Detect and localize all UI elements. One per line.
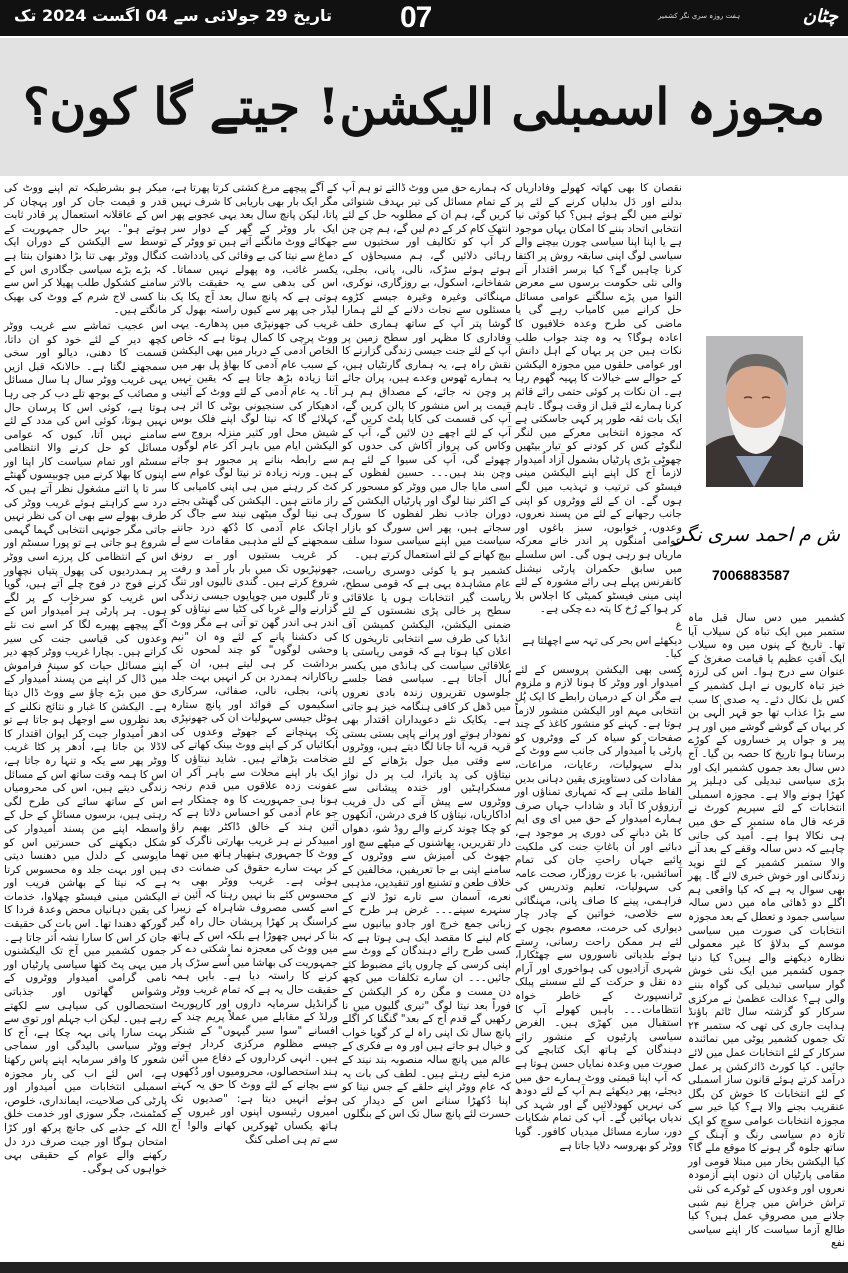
page-footer-bar [0, 1262, 848, 1273]
page-header-bar [0, 0, 848, 36]
masthead-name: چٹان [802, 6, 838, 27]
article-column-1 [688, 612, 845, 1253]
paragraph: کشمیر ہو یا کوئی دوسری ریاست، عام مشاہدہ یہی ہے کہ قومی سطح، ریاست گیر انتخابات ہوں یا علاقائی سطح پر خالی پڑی نشستوں کے لئے ضمنی الیکشن، الیکشن کمیشن آف انڈیا کی طرف سے انتخابی تاریخوں کا اعلان کیا ہوتا ہے کہ قومی ریاستی یا علاقائی سیاست کی ہانڈی میں یکسر اُبال آجاتا ہے۔ سیاسی فضا جلسے جلوسوں تقریروں زندہ بادی نعروں میں ڈھل کر کافی ہنگامہ خیز ہو جاتی ہے۔ یکایک نئے دعویداران اقتدار بھی نمودار ہوتے اور پرانے پاپی بستی بستی قریہ قریہ آنا جانا لگا دیتے ہیں، ووٹروں سے وقتی میل جول بڑھانے کے لئے نیتاؤں کی پد یاترا، لب پر دل نواز مسکراہٹیں اور خندہ پیشانی سے ووٹروں سے پیش آنے کی دل فریب اداکاریاں، نیتاؤں کا فری درشن، آنکھوں کو چکا چوند کرنے والے روڈ شو، دھواں دار تقریریں، بھاشنوں کے میٹھے سچ اور جھوٹ کی آمیزش سے ووٹروں کے سامنے اپنی بے جا تعریفیں، مخالفین کے خلاف طعن و تشنیع اور تنقیدیں، مذہبی نعرے، آسمان سے تارے توڑ لانے کے سنہرے سپنے۔۔۔ غرض ہر طرح کے زبانی جمع خرچ اور جادو بیانیوں سے کام لینے کا مقصد ایک ہی ہوتا ہے کہ کسی طرح رائے دہندگان کے ووٹ سے اپنی کرسی کے چاروں پائے مضبوط کئے جائیں۔۔۔ ان سارے تکلفات میں کچھ دن مست و مگن رہ کر الیکشن کے فوراً بعد نیتا لوگ "تیری گلیوں میں نا رکھیں گے قدم آج کے بعد" گنگنا کر اگلے پانچ سال تک اپنی راہ لے کر گویا خواب و خیال ہو جاتے ہیں اور وہ بے فکری کے عالم میں پانچ سالہ منصوبہ بند نیند کے مزے لیتے رہتے ہیں۔ لطف کی بات یہ کہ عام ووٹر اپنے حلقے کے جس نیتا کو اپنا دُکھڑا سنانے اس کے دیدار کی حسرت لئے پانچ سال تک اس کے بنگلوں [342, 564, 511, 1121]
article-column-2 [515, 182, 682, 1155]
paragraph: میکر ہو بشرطیکہ تم اپنے ووٹ کی قدر و قیمت جان کر اور پہچان کر اس کے عاقلانہ استعمال پر قادر ثابت ہوتے ہو"۔ بہر حال جمہوریت کے توسط سے الیکشن کے دوران ایک کنگال ووٹر بھی تنا بڑا دھنوان بنتا ہے کہ بڑے بڑے سیاسی جگادری اس کے سامنے کشکول طلب پھیلا کر اس سے بنا کسی لاج شرم کے ووٹ کی بھیک مانگتے ہیں۔ [4, 182, 167, 317]
paragraph: کے آگے پیچھے مرغ کشتی کرتا پھرتا ہے، مگر ایک بار بھی باریابی کا شرف نہیں پاتا، لیکن پانچ سال بعد یہی عجوبے پھر ایک بار ووٹر کے گھر کے دوار سر جھکائے ووٹ مانگنے آتے ہیں تو ووٹر کے دماغ سے نیتا کی بے وفائی کی یادداشت یکسر غائب، وہ پھولے نہیں سماتا۔ اس کی بدھی سے یہ حقیقت بالاتر ہوتی ہے کہ پانچ سال بعد آج یکا یک لیڈر جی پھر سے کیوں راستہ بھول کر غریب کی جھونپڑی میں پدھارے۔ یہی ووٹ پرچی کا کمال ہوتا ہے کہ خاص الخاص آدمی کے دربار میں بھی الیکشن کے سبب عام آدمی کا بھاؤ پل بھر میں اتنا زیادہ بڑھ جاتا ہے کہ یقین نہیں آتا۔ یہ عام آدمی کے لئے ووٹ کے آئینی ادھیکار کی سنجیونی بوٹی کا اثر ہی کہلائے گا کہ نیتا لوگ اپنے فلک بوس شیش محل اور کثیر منزلہ بروج سے الیکشن ایام میں باہر آکر عام لوگوں سے رابطہ بنانے پر مجبور ہو جاتے ہیں۔ ورنہ زیادہ تر نیتا لوگ عوام سے کٹ کر رہنے میں ہی اپنی کامیابی کا راز مانتے ہیں۔ الیکشن کی گھنٹی بجتے ہی نیتا لوگ میٹھی نیند سے جاگ کر اچانک عام آدمی کا دُکھ درد جاننے سمجھنے کے لئے مذہبی مقامات سے لے کر غریب بستیوں اور بے رونق جھونپڑیوں تک میں بار بار آمد و رفت شروع کرتے ہیں۔ گندی نالیوں اور تنگ و تار گلیوں میں چوپایوں جیسی زندگی گزارنے والے غربا کی کٹیا سے نیتاؤں کو اندر ہی اندر گھن تو آتی ہے مگر ووٹ کی دکشنا پانے کے لئے وہ ان "نیم وحشی لوگوں" کو چند لمحوں تک برداشت کر ہی لیتے ہیں، ان کے ریاکارانہ ہمدرد بن کر انہیں بہت جلد پانی، بجلی، نالی، صفائی، سرکاری اسکیموں کے فوائد اور پانچ ستارہ ہوٹل جیسی سہولیات ان کی جھونپڑی تک پہنچانے کے جھوٹے وعدوں کی اُبکائیاں کر کے اپنے ووٹ بینک کھاتے کی ضخامت بڑھاتے ہیں۔ شاید نیتاؤں کا ایک بار اپنے محلات سے باہر آکر ان عفونت زدہ علاقوں میں قدم رنجہ ہونا ہی جمہوریت کا وہ چمتکار ہے جو عام آدمی کو احساس دلاتا ہے کہ آئین ہند کے خالق ڈاکٹر بھیم راؤ امبیدکر نے ہر غریب بھارتی ناگرک کو ووٹ کا جمہوری ہتھیار ہاتھ میں تھما کر بہت سارے حقوق کی ضمانت دی ہوئی ہے۔ غریب ووٹر بھی یہ محسوس کئے بنا نہیں رہتا کہ آئین نے اسے کسی مصروف شاہراہ کے زیبرا کراسنگ پر کھڑا پریشان حال راہ گیر بنا کر نہیں چھوڑا ہے بلکہ اس کے ہاتھ میں ووٹ کی معجزہ نما شکتی دے کر جمہوریت کی بھاشا میں اُسے سڑک پار کرنے کا راستہ دیا ہے۔ بایں ہمہ حقیقت حال یہ ہے کہ تمام غریب ووٹر گرانڈیل سرمایہ داروں اور کارپوریٹ ورلڈ کے مقابلے میں عملاً پریم چند کے افسانے "سوا سیر گیہوں" کے شنکر جیسے مظلوم مرکزی کردار ہوتے ہیں۔ انہی کرداروں کے دفاع میں آئین ہند استحصالوں، محرومیوں اور دُکھوں سے بچانے کے لئے ووٹ کا حق یہ کہتے ہوئے انہیں دیتا ہے: "صدیوں تک امیروں رئیسوں اپنوں اور غیروں کے ہاتھ یکساں ٹھوکریں کھانے والو! آج سے تم ہی اصلی کنگ [171, 182, 338, 1146]
verse-marker: ع [675, 619, 682, 631]
verse-line: دیکھئے اس بحر کی تہہ سے اچھلتا ہے کیا۔ [522, 634, 682, 661]
author-byline: ش م احمد سری نگر [675, 524, 840, 546]
paragraph: اس عجیب تماشے سے غریب ووٹر کچھ دیر کے لئے خود کو ان داتا، قسمت کا دھنی، دیالو اور سخی سمجھنے لگتا ہے۔ حالانکہ قبل ازیں یہی غریب ووٹر سال ہا سال مسائل و مصائب کے بوجھ تلے دب کر جی رہا ہوتا ہے، کوئی اس کا پرسان حال نہیں ہوتا، کوئی اس کی مدد کے لئے سامنے نہیں آتا، کیوں کہ عوامی مسائل کو حل کرنے والا انتظامی سسٹم اور تمام سیاست کار اپنا اور اپنوں کا بھلا کرنے میں چوبیسوں گھنٹے سر تا پا اتنے مشغول نظر آتے ہیں کہ درد سے کراہتے ہوئے غریب ووٹر کی طرف بھولے سے بھی ان کی نظر نہیں جاتی مگر جونہی انتخابی گہما گہمی شروع ہو جاتی ہے تو پورا سسٹم اور اس کے انتظامی کل پرزے اسی ووٹر پر ہمدردیوں کی پھول پتیاں نچھاور کرنے فوج در فوج چلے آتے ہیں، گویا اس غریب کو سرخاب کے پر لگے ہوں۔ ہر پارٹی ہر اُمیدوار اس کے آگے پیچھے پھیرے لگا کر اسے نت نئے وعدوں کی قیاسی جنت کی سیر کراتے ہیں۔ بچارا غریب ووٹر کچھ دیر اپنے مسائل حیات کو سینۂ فراموش میں ڈال کر اپنے من پسند اُمیدوار کے حق میں بڑے چاؤ سے ووٹ ڈال دیتا ہے۔ الیکشن کا غبار و نتائج نکلنے کے بعد نظروں سے اوجھل ہو جاتا ہے تو ادھر اُمیدوار جیت کر ایوان اقتدار کا لاڈلا بن جاتا ہے، اُدھر پر کٹا غریب ووٹر پھر سے یکہ و تنہا رہ جاتا ہے، اس کا ہمہ وقت ساتھ اس کے مسائل زندگی دیتے ہیں، اس کی محرومیاں اس کے ساتھ سائے کی طرح لگی رہتی ہیں، برسوں مسائل کے حل کے واسطہ اپنے من پسند اُمیدوار کی شکل دیکھنے کی حسرتیں اس کو مایوسی کے دلدل میں دھنسا دیتی ہیں اور بہت جلد وہ محسوس کرتا ہے کہ نیتا کے بھاشن فریب اور الیکشن مینی فیسٹو چھلاوا، خدمات کی یقین دہانیاں محض وعدۂ فردا کا گورکھ دھندا تھا۔ اس بات کی حقیقت جان کر اس کا سارا نشہ اُتر جاتا ہے۔ جموں کشمیر میں آج تک الیکشنوں میں یہی پٹ کتھا سیاسی پارٹیاں اور نامی گرامی اُمیدوار ووٹروں کے وشواس گھاتوں اور جذباتی استحصالوں کی سیاہی سے لکھتے رہے ہیں۔ لیکن اب جہلم اور توی سے بہت سارا پانی بہہ چکا ہے، آج کا ووٹر سیاسی بالیدگی اور سماجی شعور کا وافر سرمایہ اپنے پاس رکھتا ہے، اس لئے اب کی بار مجوزہ اسمبلی انتخابات میں اُمیدوار اور پارٹی کی صلاحیت، ایمانداری، خلوص، کمٹمنٹ، جگر سوزی اور خدمت خلق اللہ کے جذبے کی جانچ پرکھ اور کڑا امتحان ہوگا اور جیت صرف درد دل رکھنے والے عوام کے حقیقی بہی خواہوں کی ہوگی۔ [4, 319, 167, 1175]
headline-band [0, 38, 848, 176]
paragraph: کسی بھی الیکشن پروسس کے لئے اُمیدوار اور ووٹر کا ہونا لازم و ملزوم ہے مگر ان کے درمیان رابطے کا ایک پُل انتخابی مہم اور الیکشن منشور لازماً ہوتا ہے۔ کہنے کو منشور کاغذ کے چند صفحات کو سیاہ کر کے ووٹروں کو پارٹی یا اُمیدوار کی جانب سے ووٹ کے بدلے سہولیات، رعایات، مراعات، مفادات کی دستاویزی یقین دہانی بدیں الفاظ ملتی ہے کہ تمہاری تمناؤں اور آرزوؤں کا آباد و شاداب جہاں صرف ہمارے اُمیدوار کے حق میں ای وی ایم کا بٹن دبانے کی دوری پر موجود ہے، دبائیے اور اُن باغاتِ جنت کی ملکیت پائیے جہاں راحتِ جان کی تمام آسائشیں، با عزت روزگار، صحت عامہ کی سہولیات، تعلیم وتدریس کی فراہمی، پینے کا صاف پانی، مہنگائی سے خلاصی، خواتین کے چادر چار دیواری کی حرمت، معصوم بچوں کے لئے ہر ممکن راحت رسانی، رِستے ہوئے بلدیاتی ناسوروں سے چھٹکارا، شہری آزادیوں کی ہواخوری اور آرام دہ نقل و حرکت کے لئے سستے پبلک ٹرانسپورٹ کے خاطر خواہ انتظامات۔۔۔ باہیں کھولے آپ کا استقبال میں کھڑی ہیں۔ الغرض سیاسی پارٹیوں کے منشور رائے دہندگان کے ہاتھ ایک کتابچے کی صورت میں وعدہ نمایاں حسن ہوتا ہے کہ آپ اپنا قیمتی ووٹ ہمارے حق میں دیجئے، پھر دیکھئے ہم آپ کے لئے دودھ کی نہریں کھودلائیں گے اور شہد کی ندیاں بہائیں گے۔ آپ کی تمام شکایات دور، سارے مسائل میدیاں کافور۔ گویا ووٹر کو بھروسہ دلایا جاتا ہے [515, 663, 682, 1152]
article-headline: مجوزہ اسمبلی الیکشن! جیتے گا کون؟ [22, 77, 826, 136]
article-column-4 [171, 182, 338, 1149]
masthead-tagline: ہفت روزہ سری نگر کشمیر [658, 12, 741, 20]
issue-date: تاریخ 29 جولائی سے 04 اگست 2024 تک [14, 6, 333, 25]
paragraph: نقصان کا بھی کھاتہ کھولے وفاداریاں بدلنے اور دَل بدلیاں کرنے کے لئے پر تولنے میں لگے ہوئے ہیں؟ کیا کوئی نیا انتخابی اتحاد بننے کا امکان یہاں موجود ہے یا اپنا اپنا سیاسی چورن بیچنے والے سیاسی لوگ اپنی سابقہ روش پر اکتفا کرنا چاہیں گے؟ کیا برسر اقتدار آنے والی نئی حکومت برسوں سے معرض التوا میں پڑے سلگتے عوامی مسائل حل کرانے میں کامیاب رہے گی یا ماضی کی طرح وعدہ خلافیوں کا اعادہ ہوگا؟ یہ وہ چند جواب طلب نکات ہیں جن پر یہاں کے اہل دانش اور عوامی حلقوں میں مجوزہ الیکشن کے حوالے سے خیالات کا پہیہ گھوم رہا ہے۔ ان نکات پر کوئی حتمی رائے قائم کرنا ہمارے لئے قبل از وقت ہوگا۔ تاہم ایک بات ثقہ طور پر کہی جاسکتی ہے کہ مجوزہ انتخابی معرکے میں لنگر لنگوٹے کس کر کودنے کو تیار بیٹھیں چھوٹی بڑی پارٹیاں بشمول آزاد اُمیدوار لازماً آج کل اپنے اپنے الیکشن مینی فیسٹو کی ترتیب و تہذیب میں لگے ہوں گے۔ ان کے لئے ووٹروں کو اپنی جانب رجھانے کے لئے من پسند نعروں، وعدوں، خوابوں، سبز باغوں اور عوامی اُمنگوں پر اندر خانے معرکہ ماریاں ہو رہی ہوں گی۔ اس سلسلے میں سابق حکمران پارٹی نیشنل کانفرنس پہلے ہی رائے مشورہ کے لئے اپنی مینی فیسٹو کمیٹی کا اجلاس بلا کر ہوا کے رُخ کا پتہ دے چکی ہے۔ [515, 182, 682, 616]
author-phone: 7006883587 [712, 567, 790, 583]
article-column-3 [342, 182, 511, 1124]
page-number: 07 [400, 1, 432, 34]
paragraph: کہ ہمارے حق میں ووٹ ڈالتے تو ہم آپ کے تمام مسائل کی تیر بہدف شنوائی کریں گے، ہم ان کے مطلوبہ حل کے لئے انتھک کام کر کے دم لیں گے، ہم چن چن کر آپ کو تکالیف اور سختیوں سے رہائی دلائیں گے، ہم مسیحاؤں کے ہوتے ہوئے سڑک، نالی، پانی، بجلی، شفاخانے، اسکول، بے روزگاری، نوکری، مہنگائی وغیرہ وغیرہ جیسے کڑوے مسئلوں سے نجات دلانے کے لئے ہمارا گوشا پتر آپ کے ساتھ ہماری حلف وفاداری کا مظہر اور سطح زمین پر آپ کے لئے جنت جیسی زندگی گزارنے کا نقش راہ ہے، یہ ہماری گارنٹیاں ہیں، یہ ہمارے ٹھوس وعدے ہیں، پران جائے پر وچن نہ جائے، کے مصداق ہم ہر قیمت پر اس منشور کا پالن کریں گے، آپ کی قسمت کی کایا پلٹ کریں گے، آپ کے لئے اچھے دن لائیں گے، آپ کے وکاس کی پرواز آکاش کی حدوں کو چھوئے گی، آپ کی سیوا کے لئے ہم وچن بند ہیں۔۔۔ حسین لفظوں کے اسی مایا جال میں ووٹر کو مسحور کر کے اکثر نیتا لوگ اور پارٹیاں الیکشن کے دوران جاذب نظر لفظوں کا سورگ سجاتے ہیں، پھر اس سورگ کو بازار سیاست میں اپنے سیاسی سودا سلف بیچ کھانے کے لئے استعمال کرتے ہیں۔ [342, 182, 511, 562]
author-photo [706, 336, 803, 487]
article-column-5 [4, 182, 167, 1178]
paragraph: کشمیر میں دس سال قبل ماہ ستمبر میں ایک تباہ کن سیلاب آیا تھا۔ تاریخ کے پنوں میں وہ سیلاب ایک آفتِ عظیم یا قیامت صغریٰ کے عنوان سے درج ہوا۔ اس کی لرزہ خیز تباہ کاریوں نے اہل کشمیر کے کس بل نکال دئے۔ یہ صدی کا سب سے بڑا عذاب تھا جو قہر الٰہی بن کر یہاں کے گوشے گوشے میں اور ہر پیر و جواں پر خساروں کے کوڑے برساتا ہوا تاریخ کا حصہ بن گیا۔ آج دس سال بعد جموں کشمیر ایک اور بڑی سیاسی تبدیلی کی دہلیز پر کھڑا ہونے والا ہے۔ مجوزہ اسمبلی انتخابات کے لئے سپریم کورٹ نے قرعہ فال ماہ ستمبر کے حق میں ہی نکالا ہوا ہے۔ اُمید کی جانی چاہیے کہ دس سالہ وقفے کے بعد آنے والا ستمبر کشمیر کے لئے نوید زندگانی اور خوش خبری لائے گا۔ پھر بھی سوال یہ ہے کہ کیا واقعی ہم اگلے دو ڈھائی ماہ میں دس سالہ سیاسی جمود و تعطل کے بعد مجوزہ انتخابات کی صورت میں سیاسی موسم کے بدلاؤ کا غیر معمولی نظارہ دیکھنے والے ہیں؟ کیا دنیا جموں کشمیر میں ایک نئی خوش گوار سیاسی تبدیلی کی گواہ بننے والی ہے؟ عدالت عظمیٰ نے مرکزی سرکار کو گزشتہ سال ٹائم باؤنڈ ہدایت جاری کی تھی کہ ستمبر ۲۴ تک جموں کشمیر یوٹی میں نمائندہ سرکار کے لئے انتخابات عمل میں لائے جائیں۔ کیا کورٹ ڈائرکشن پر عمل درآمد کرتے ہوئے قانون ساز اسمبلی کے لئے انتخابات کا خوش کن بگل عنقریب بجنے والا ہے؟ کیا خیر سے مجوزہ انتخابات عوامی سوچ کو ایک تازہ دم سیاسی رنگ و آہنگ کے ساتھ جلوہ گر ہونے کا موقع ملے گا؟ کیا الیکشن بخار میں مبتلا قومی اور مقامی پارٹیاں ان دنوں اپنے آزمودہ نعروں اور وعدوں کے ٹوکرے کی نئی تراش خراش میں چراغ نیم شبی جلانے میں مصروفِ عمل ہیں؟ کیا طالع آزما سیاست کار اپنے سیاسی نفع [688, 612, 845, 1250]
masthead-logo [658, 2, 838, 34]
